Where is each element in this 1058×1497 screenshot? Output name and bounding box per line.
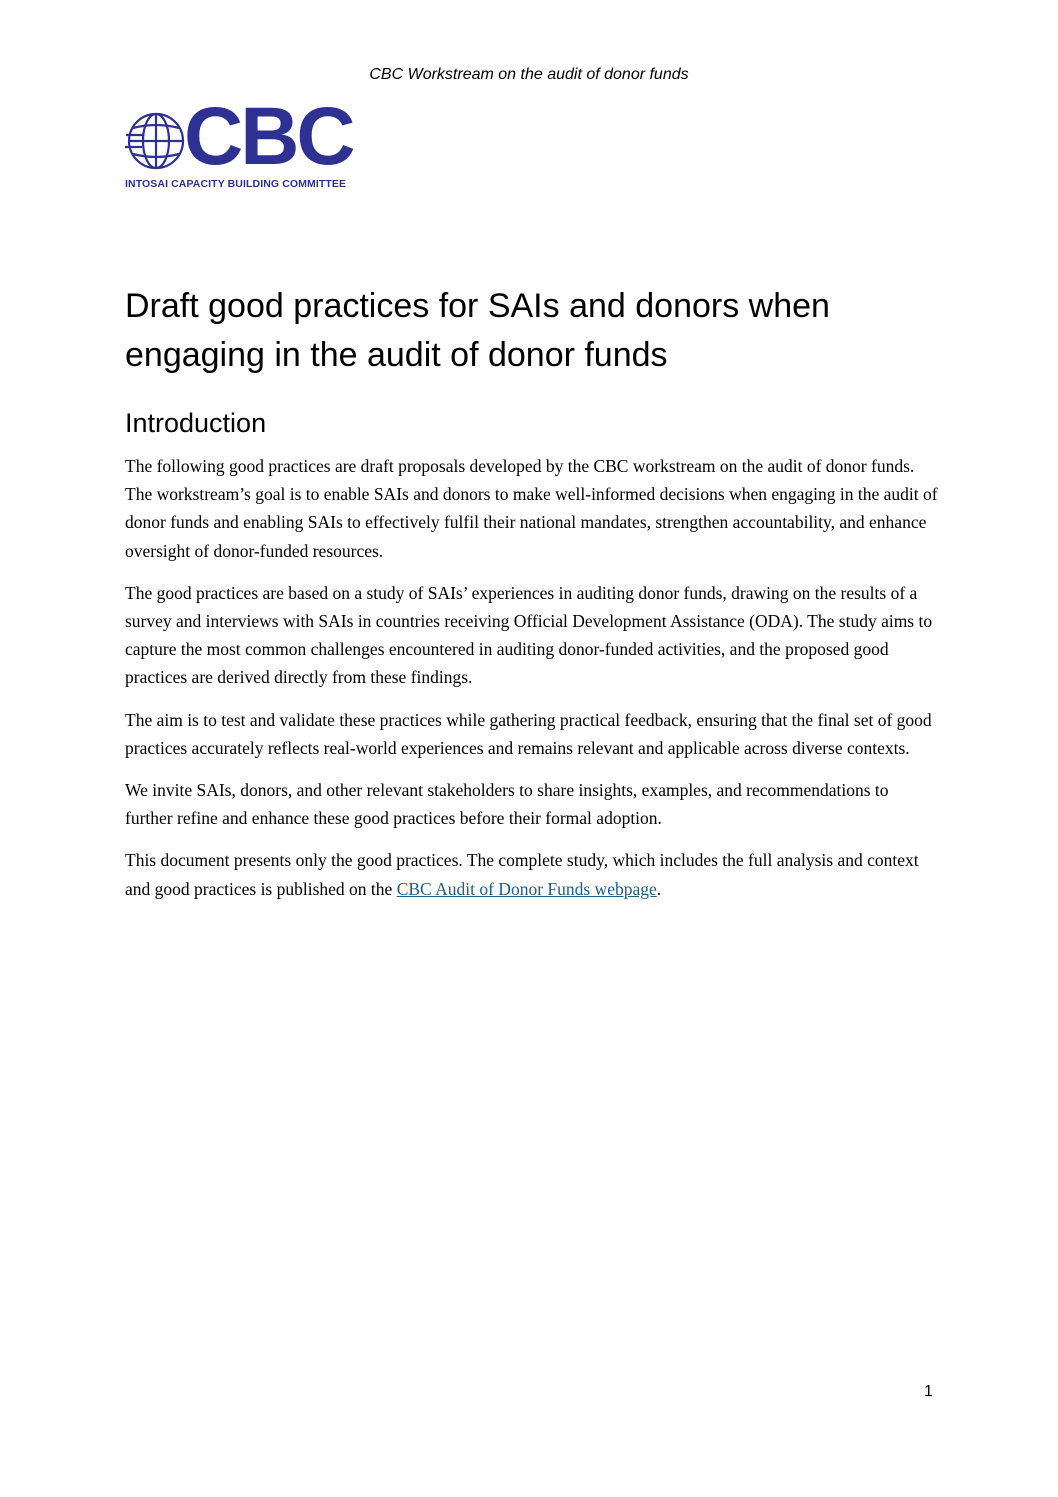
page-number: 1 (924, 1383, 933, 1400)
running-header: CBC Workstream on the audit of donor funds (369, 66, 689, 83)
paragraph-with-link (125, 846, 940, 902)
paragraph: The following good practices are draft proposals developed by the CBC workstream on the audit of donor funds. The workstream’s goal is to enable SAIs and donors to make well-informed decisions when engaging in the audit of donor funds and enabling SAIs to effectively fulfil their national mandates, strengthen accountability, and enhance oversight of donor-funded resources. (125, 456, 938, 561)
logo-subtitle: INTOSAI CAPACITY BUILDING COMMITTEE (125, 178, 347, 190)
cbc-logo (124, 91, 353, 193)
section-heading: Introduction (125, 408, 267, 438)
paragraph: We invite SAIs, donors, and other relevant stakeholders to share insights, examples, and recommendations to further refine and enhance these good practices before their formal adoption. (125, 780, 889, 829)
paragraph-text: This document presents only the good practices. The complete study, which includes the full analysis and context and good practices is published on the (125, 850, 919, 899)
paragraph-text-end: . (656, 878, 662, 899)
donor-funds-webpage-link[interactable]: CBC Audit of Donor Funds webpage (396, 878, 657, 899)
paragraph: The aim is to test and validate these practices while gathering practical feedback, ensuring that the final set of good practices accurately reflects real-world experiences and remains relevant and applicable across diverse contexts. (125, 709, 932, 758)
logo-wordmark: CBC (184, 91, 353, 182)
globe-icon (124, 111, 186, 171)
body-text (125, 452, 940, 917)
document-title: Draft good practices for SAIs and donors when engaging in the audit of donor funds (125, 287, 830, 374)
paragraph: The good practices are based on a study of SAIs’ experiences in auditing donor funds, drawing on the results of a survey and interviews with SAIs in countries receiving Official Development Assistance (ODA). The study aims to capture the most common challenges encountered in auditing donor-funded activities, and the proposed good practices are derived directly from these findings. (125, 582, 933, 688)
